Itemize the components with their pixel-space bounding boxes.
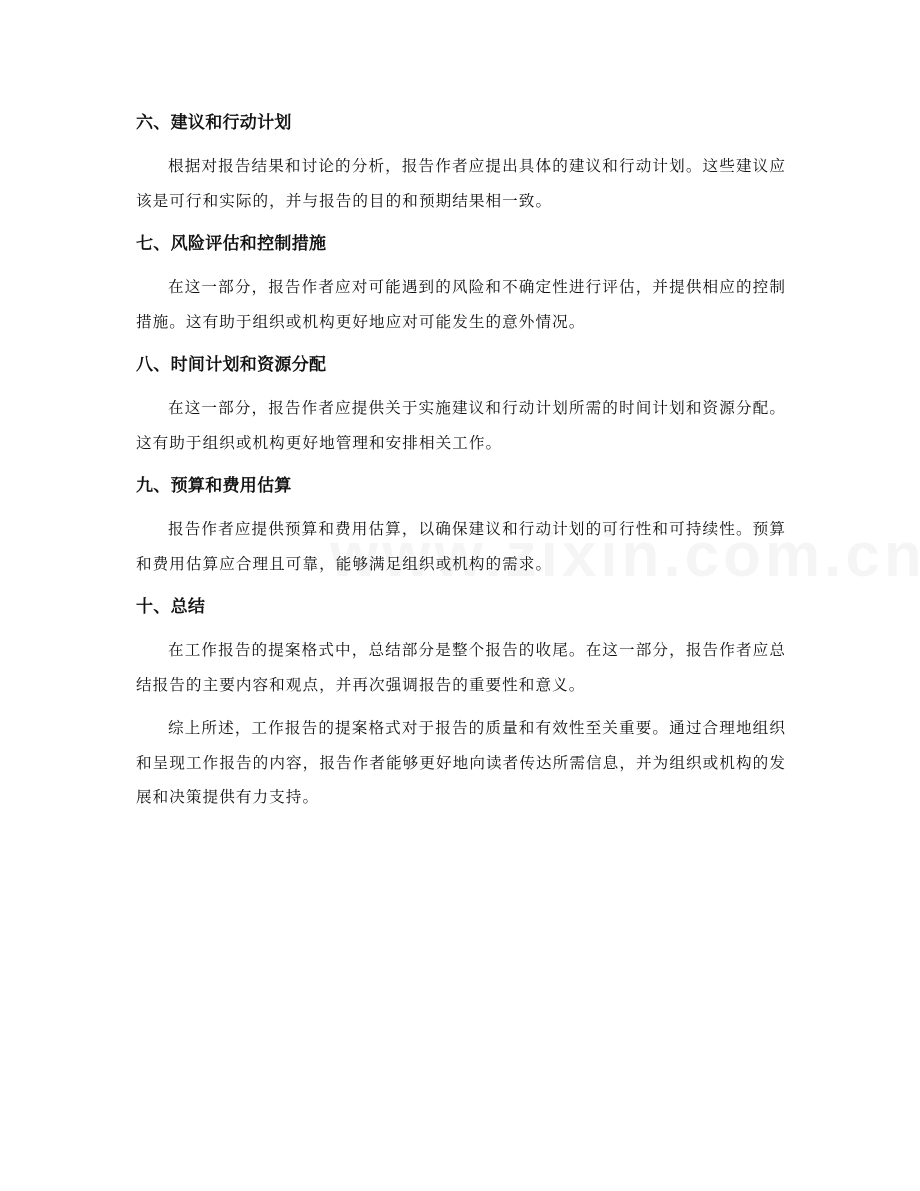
- paragraph: 在这一部分，报告作者应提供关于实施建议和行动计划所需的时间计划和资源分配。这有助于组织或机构更好地管理和安排相关工作。: [136, 399, 786, 452]
- paragraph: 根据对报告结果和讨论的分析，报告作者应提出具体的建议和行动计划。这些建议应该是可行和实际的，并与报告的目的和预期结果相一致。: [136, 157, 786, 210]
- section-risk-assessment: [136, 227, 786, 339]
- section-heading: 十、总结: [136, 597, 206, 617]
- section-heading: 六、建议和行动计划: [136, 113, 292, 133]
- paragraph: 报告作者应提供预算和费用估算，以确保建议和行动计划的可行性和可持续性。预算和费用估算应合理且可靠，能够满足组织或机构的需求。: [136, 520, 786, 573]
- section-heading: 七、风险评估和控制措施: [136, 234, 327, 254]
- section-budget: [136, 469, 786, 581]
- section-summary: [136, 590, 786, 815]
- paragraph: 综上所述，工作报告的提案格式对于报告的质量和有效性至关重要。通过合理地组织和呈现工作报告的内容，报告作者能够更好地向读者传达所需信息，并为组织或机构的发展和决策提供有力支持。: [136, 719, 786, 806]
- paragraph: 在工作报告的提案格式中，总结部分是整个报告的收尾。在这一部分，报告作者应总结报告的主要内容和观点，并再次强调报告的重要性和意义。: [136, 641, 786, 694]
- paragraph: 在这一部分，报告作者应对可能遇到的风险和不确定性进行评估，并提供相应的控制措施。这有助于组织或机构更好地应对可能发生的意外情况。: [136, 278, 786, 331]
- section-heading: 八、时间计划和资源分配: [136, 355, 327, 375]
- document-body: [136, 106, 786, 824]
- section-time-resources: [136, 348, 786, 460]
- section-recommendations: [136, 106, 786, 218]
- section-heading: 九、预算和费用估算: [136, 476, 292, 496]
